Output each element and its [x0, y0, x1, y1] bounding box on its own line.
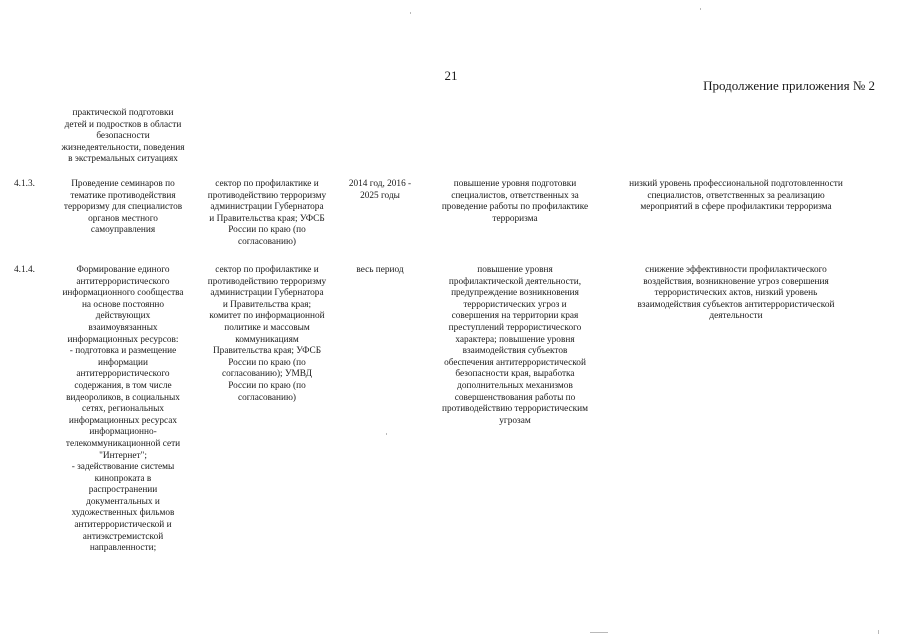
- scan-mark: [878, 630, 879, 634]
- page-number: 21: [444, 68, 458, 83]
- row-number: 4.1.4.: [14, 265, 35, 275]
- scan-mark: [386, 433, 387, 435]
- continuation-title-cell: практической подготовки детей и подростков в области безопасности жизнедеятельности, поведения в экстремальных ситуациях: [61, 108, 185, 165]
- scan-mark: [700, 8, 701, 10]
- expected-result: повышение уровня подготовки специалистов, ответственных за проведение работы по профилактике терроризма: [441, 179, 589, 224]
- scan-mark: [590, 632, 608, 633]
- period: весь период: [356, 265, 404, 275]
- appendix-title: Продолжение приложения № 2: [703, 78, 875, 93]
- row-number: 4.1.3.: [14, 179, 35, 189]
- measure-title: Проведение семинаров по тематике противодействия терроризму для специалистов органов местного самоуправления: [63, 179, 183, 236]
- measure-title: Формирование единого антитеррористического информационного сообщества на основе постоянно действующих взаимоувязанных информационных ресурсов: - подготовка и размещение информации антитеррористического содержания, в том числе видеороликов, в социальных сетях, региональных информационных ресурсах информационно- телекоммуникационной сети "Интернет"; - задействование системы кинопроката в распространении документальных и художественных фильмов антитеррористической и антиэкстремистской направленности;: [62, 265, 184, 554]
- risk-description: низкий уровень профессиональной подготовленности специалистов, ответственных за реализацию мероприятий в сфере профилактики терроризма: [629, 179, 843, 213]
- executors: сектор по профилактике и противодействию терроризму администрации Губернатора и Правительства края; УФСБ России по краю (по согласованию): [207, 179, 327, 247]
- risk-description: снижение эффективности профилактического воздействия, возникновение угроз совершения террористических актов, низкий уровень взаимодействия субъектов антитеррористической деятельности: [637, 265, 835, 322]
- period: 2014 год, 2016 - 2025 годы: [348, 179, 412, 201]
- scan-mark: [410, 12, 411, 14]
- expected-result: повышение уровня профилактической деятельности, предупреждение возникновения террористических угроз и совершения на территории края преступлений террористического характера; повышение уровня взаимодействия субъектов обеспечения антитеррористической безопасности края, выработка дополнительных механизмов совершенствования работы по противодействию террористическим угрозам: [441, 265, 588, 426]
- executors: сектор по профилактике и противодействию терроризму администрации Губернатора и Правительства края; комитет по информационной политике и массовым коммуникациям Правительства края; УФСБ России по краю (по согласованию); УМВД России по краю (по согласованию): [207, 265, 327, 403]
